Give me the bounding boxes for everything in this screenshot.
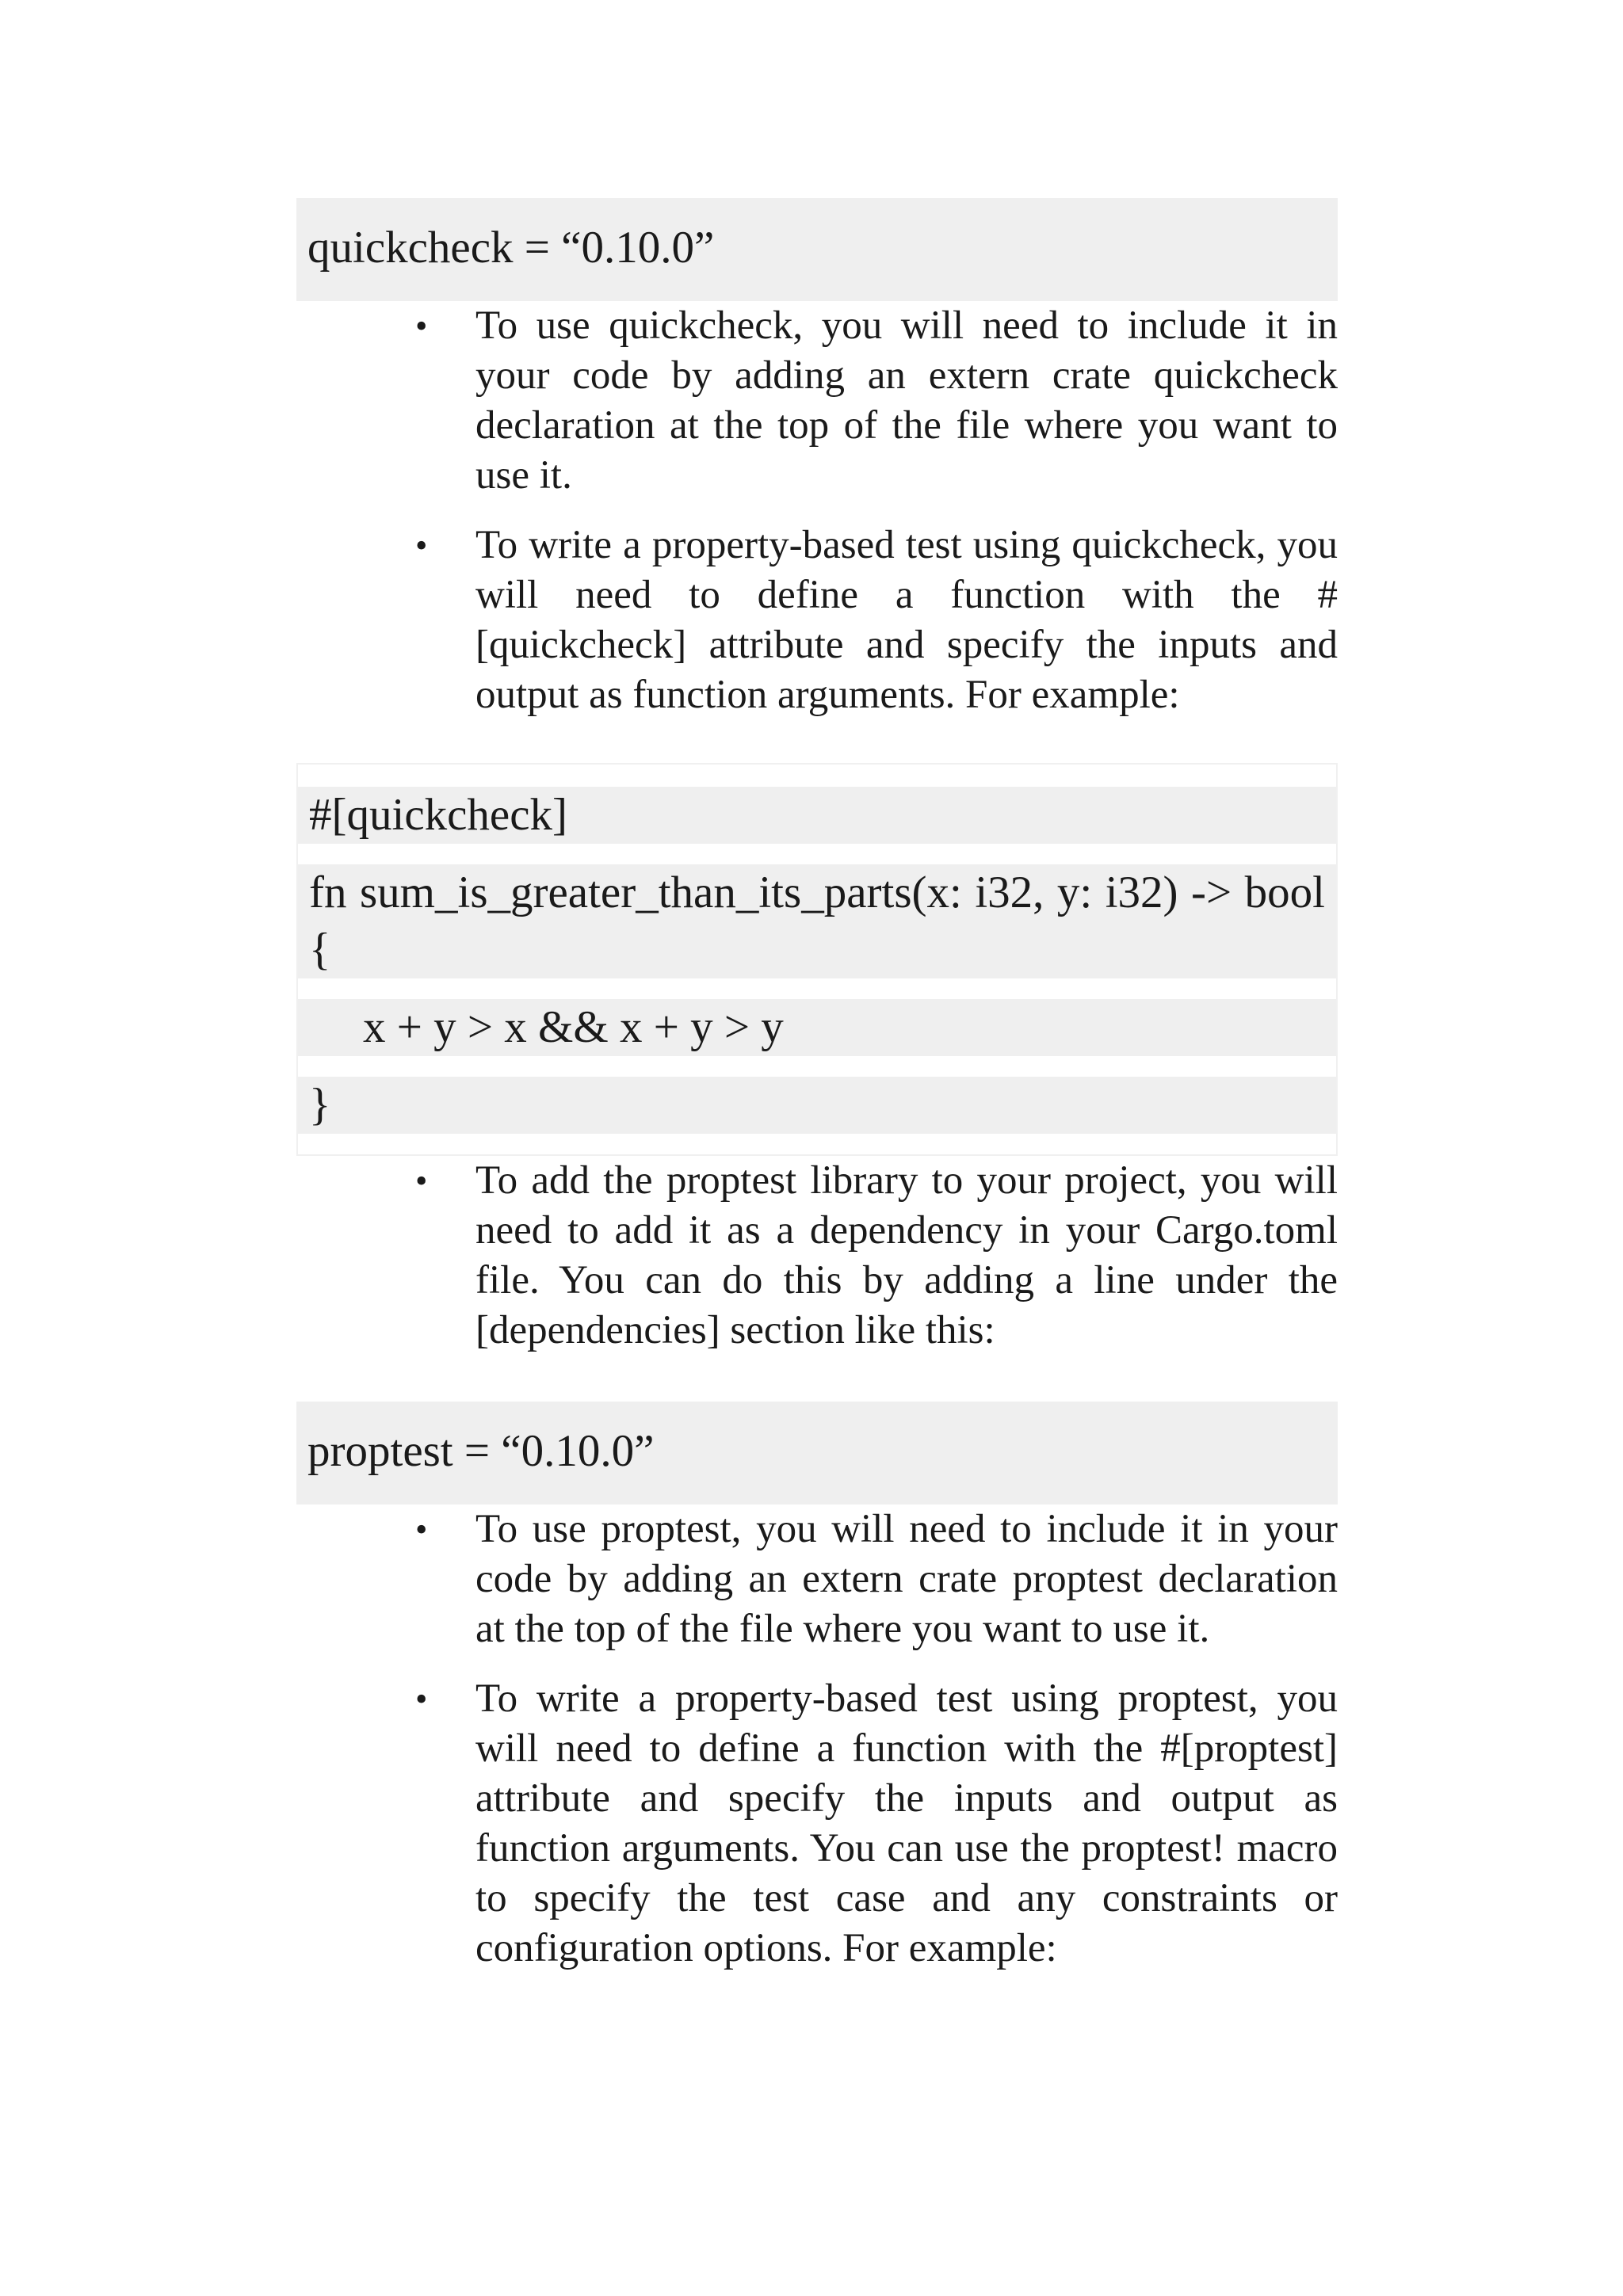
code-gap <box>298 844 1336 864</box>
list-item <box>296 521 1338 720</box>
bullet-text: To write a property-based test using proptest, you will need to define a function with the #[proptest] attribute and specify the inputs and output as function arguments. You can use the proptest! macro to specify the test case and any constraints or configuration options. For example: <box>475 1676 1338 1970</box>
quickcheck-example-code <box>296 763 1338 1156</box>
proptest-intro-bullet-list <box>296 1156 1338 1356</box>
list-item <box>296 301 1338 501</box>
document-page <box>296 198 1338 1974</box>
bullet-text: To use quickcheck, you will need to include it in your code by adding an extern crate quickcheck declaration at the top of the file where you want to use it. <box>475 303 1338 498</box>
bullet-icon: • <box>415 1161 428 1200</box>
code-gap <box>298 1056 1336 1077</box>
list-item <box>296 1156 1338 1356</box>
quickcheck-dependency-code: quickcheck = “0.10.0” <box>296 198 1338 301</box>
code-line: } <box>298 1077 1336 1134</box>
bullet-text: To add the proptest library to your project, you will need to add it as a dependency in your Cargo.toml file. You can do this by adding a line under the [dependencies] section like this: <box>475 1158 1338 1352</box>
code-gap <box>298 978 1336 999</box>
proptest-bullet-list <box>296 1505 1338 1974</box>
proptest-dependency-code: proptest = “0.10.0” <box>296 1402 1338 1505</box>
code-line: x + y > x && x + y > y <box>298 999 1336 1056</box>
list-item <box>296 1674 1338 1974</box>
bullet-icon: • <box>415 1510 428 1549</box>
code-line: fn sum_is_greater_than_its_parts(x: i32, y: i32) -> bool { <box>298 864 1336 978</box>
bullet-text: To use proptest, you will need to include it in your code by adding an extern crate proptest declaration at the top of the file where you want to use it. <box>475 1507 1338 1651</box>
bullet-icon: • <box>415 307 428 345</box>
bullet-text: To write a property-based test using quickcheck, you will need to define a function with the # [quickcheck] attribute and specify the inputs and output as function arguments. For example: <box>475 523 1338 717</box>
quickcheck-bullet-list <box>296 301 1338 720</box>
bullet-icon: • <box>415 526 428 565</box>
bullet-icon: • <box>415 1680 428 1718</box>
list-item <box>296 1505 1338 1654</box>
code-line: #[quickcheck] <box>298 787 1336 844</box>
